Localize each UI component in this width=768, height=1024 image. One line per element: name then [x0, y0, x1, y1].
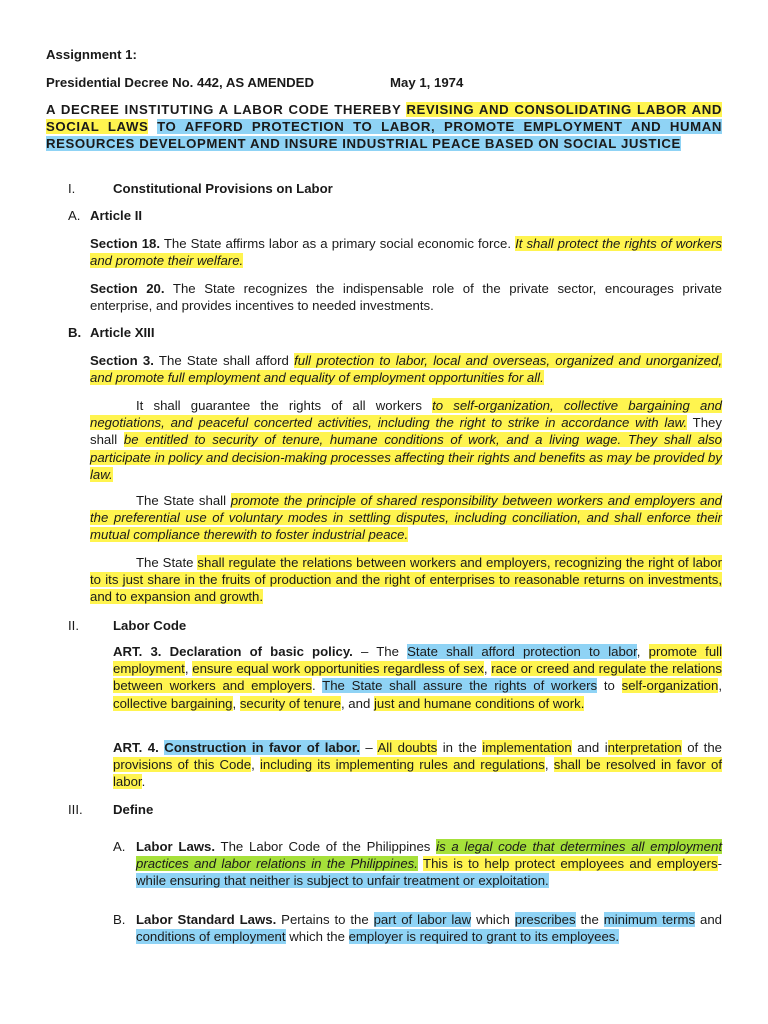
- highlight-yellow: race or creed and regulate the relations between workers and employers: [113, 661, 722, 694]
- labor-standard-laws-definition: [136, 911, 722, 945]
- section-heading: Define: [113, 802, 154, 817]
- highlight-yellow: be entitled to security of tenure, humane conditions of work, and a living wage. They shall also participate in policy and decision-making processes affecting their rights and benefits as may be provided by law.: [90, 432, 722, 482]
- highlight-yellow: It shall protect the rights of workers and promote their welfare.: [90, 236, 722, 269]
- paragraph-text: .: [141, 774, 146, 790]
- decree-number: Presidential Decree No. 442, AS AMENDED: [46, 75, 314, 90]
- article-label: ART. 4.: [113, 740, 159, 755]
- paragraph-text: to: [597, 678, 622, 694]
- paragraph-text: It shall guarantee the rights of all workers: [136, 398, 433, 413]
- section-numeral: III.: [68, 802, 83, 817]
- paragraph-text: -: [717, 856, 722, 872]
- section-18-paragraph: [90, 235, 722, 269]
- highlight-cyan: employer is required to grant to its employees.: [348, 929, 620, 945]
- definition-term: Labor Standard Laws.: [136, 912, 277, 927]
- paragraph-text: – The: [352, 644, 408, 659]
- section-numeral: I.: [68, 181, 76, 196]
- labor-laws-definition: [136, 838, 722, 890]
- paragraph-text: –: [359, 740, 378, 755]
- highlight-yellow: ensure equal work opportunities regardless of sex: [192, 661, 484, 677]
- paragraph-text: The Labor Code of the Philippines: [215, 839, 437, 854]
- subsection-letter: A.: [68, 208, 81, 223]
- subsection-title: Article II: [90, 208, 143, 223]
- highlight-yellow: security of tenure: [239, 695, 341, 711]
- paragraph-text: in the: [437, 740, 483, 755]
- definition-term: Labor Laws.: [136, 839, 216, 854]
- highlight-yellow: self-organization: [621, 678, 719, 694]
- highlight-cyan: part of labor law: [373, 912, 472, 927]
- paragraph-text: of the: [681, 740, 723, 755]
- paragraph-text: ,: [483, 661, 492, 677]
- paragraph-text: which the: [285, 929, 349, 945]
- highlight-yellow: collective bargaining: [113, 695, 233, 711]
- section-label: Section 18.: [90, 236, 161, 251]
- section-label: Section 3.: [90, 353, 154, 368]
- highlight-yellow: implementation: [482, 740, 572, 755]
- highlight-yellow: nterpretation: [607, 740, 682, 755]
- highlight-yellow: shall regulate the relations between workers and employers, recognizing the right of labor to its just share in the fruits of production and the right of enterprises to reasonable returns on investments, and to expansion and growth.: [90, 555, 722, 605]
- paragraph-text: The State shall: [136, 493, 231, 508]
- paragraph-text: ,: [718, 678, 723, 694]
- paragraph-text: and: [695, 912, 722, 927]
- regulate-relations-paragraph: [90, 554, 722, 606]
- highlight-yellow: promote the principle of shared responsibility between workers and employers and the preferential use of voluntary modes in settling disputes, including conciliation, and shall enforce their mutual compliance therewith to foster industrial peace.: [90, 493, 722, 543]
- paragraph-text: The State: [136, 555, 198, 570]
- section-numeral: II.: [68, 618, 79, 633]
- article-3-paragraph: [113, 643, 722, 712]
- highlight-yellow: This is to help protect employees and employers: [423, 856, 718, 872]
- section-3-paragraph: [90, 352, 722, 386]
- highlight-yellow: just and humane conditions of work.: [373, 695, 585, 711]
- highlight-cyan: conditions of employment: [136, 929, 286, 945]
- paragraph-text: The State recognizes the indispensable role of the private sector, encourages private enterprise, and provides incentives to needed investments.: [90, 281, 722, 314]
- paragraph-text: They shall: [90, 415, 722, 448]
- highlight-cyan: Construction in favor of labor.: [164, 740, 360, 755]
- paragraph-text: The State shall afford: [153, 353, 295, 368]
- highlight-cyan: The State shall assure the rights of workers: [322, 678, 598, 694]
- list-letter: A.: [113, 839, 126, 854]
- section-label: Section 20.: [90, 281, 165, 296]
- paragraph-text: ,: [544, 757, 554, 773]
- highlight-cyan: while ensuring that neither is subject to unfair treatment or exploitation.: [136, 873, 549, 889]
- section-20-paragraph: [90, 280, 722, 314]
- list-letter: B.: [113, 912, 126, 927]
- highlight-yellow: promote full employment: [113, 644, 723, 677]
- title-highlight-cyan: TO AFFORD PROTECTION TO LABOR, PROMOTE EMPLOYMENT AND HUMAN RESOURCES DEVELOPMENT AND INSURE INDUSTRIAL PEACE BASED ON SOCIAL JUSTICE: [46, 119, 722, 152]
- paragraph-text: ,: [184, 661, 193, 677]
- paragraph-text: , and: [340, 695, 374, 711]
- highlight-yellow: shall be resolved in favor of labor: [113, 757, 723, 790]
- shared-responsibility-paragraph: [90, 492, 722, 544]
- subsection-letter: B.: [68, 325, 82, 340]
- paragraph-text: .: [312, 678, 323, 694]
- decree-date: May 1, 1974: [390, 75, 464, 90]
- paragraph-text: Pertains to the: [276, 912, 374, 927]
- title-highlight-yellow: REVISING AND CONSOLIDATING LABOR AND SOCIAL LAWS: [46, 102, 722, 135]
- paragraph-text: ,: [232, 695, 240, 711]
- workers-rights-paragraph: [90, 397, 722, 483]
- paragraph-text: which: [471, 912, 515, 927]
- highlight-yellow: to self-organization, collective bargaining and negotiations, and peaceful concerted activities, including the right to strike in accordance with law.: [90, 398, 722, 431]
- paragraph-text: ,: [251, 757, 260, 773]
- section-heading: Labor Code: [113, 618, 187, 633]
- highlight-cyan: State shall afford protection to labor: [407, 644, 637, 659]
- paragraph-text: ,: [636, 644, 649, 659]
- highlight-cyan: minimum terms: [603, 912, 696, 927]
- highlight-green: is a legal code that determines all employment practices and labor relations in the Philippines.: [136, 839, 722, 872]
- highlight-yellow: full protection to labor, local and overseas, organized and unorganized, and promote full employment and equality of employment opportunities for all.: [90, 353, 723, 386]
- title-space: [148, 119, 157, 134]
- paragraph-text: The State affirms labor as a primary social economic force.: [160, 236, 516, 251]
- paragraph-text: and: [571, 740, 605, 755]
- highlight-yellow: provisions of this Code: [113, 757, 252, 773]
- highlight-cyan: prescribes: [514, 912, 576, 927]
- highlight-yellow: All doubts: [377, 740, 438, 755]
- title-part: A DECREE INSTITUTING A LABOR CODE THEREBY: [46, 102, 407, 117]
- subsection-title: Article XIII: [90, 325, 155, 340]
- section-heading: Constitutional Provisions on Labor: [113, 181, 333, 196]
- assignment-label: Assignment 1:: [46, 47, 137, 62]
- article-4-paragraph: [113, 739, 722, 791]
- paragraph-text: i: [604, 740, 608, 755]
- highlight-yellow: including its implementing rules and regulations: [259, 757, 545, 773]
- article-label: ART. 3. Declaration of basic policy.: [113, 644, 353, 659]
- paragraph-text: the: [575, 912, 604, 927]
- decree-title: [46, 101, 722, 153]
